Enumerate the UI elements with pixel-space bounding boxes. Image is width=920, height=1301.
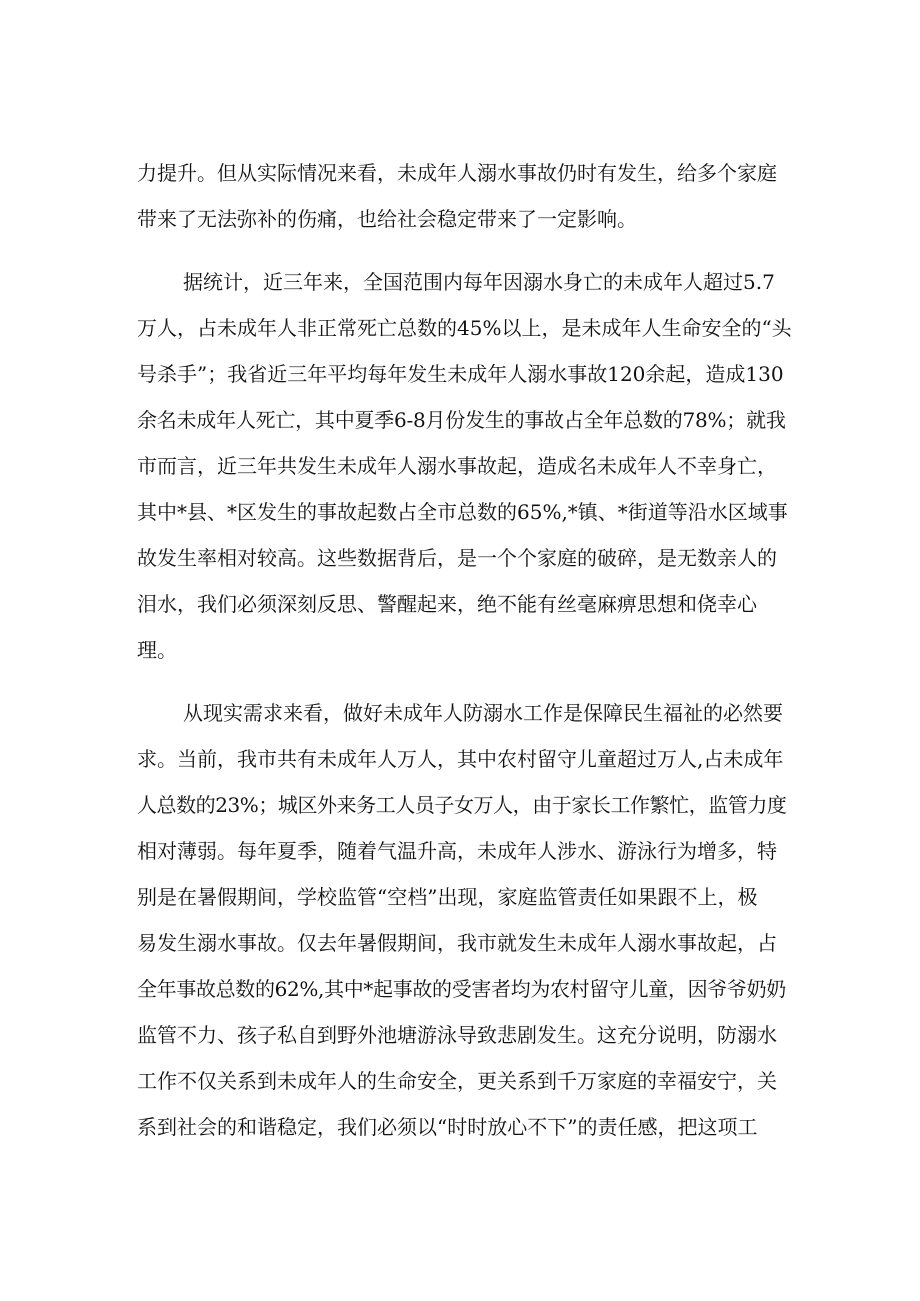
text-line: 工作不仅关系到未成年人的生命安全，更关系到千万家庭的幸福安宁，关	[137, 1069, 777, 1093]
paragraph-1	[137, 150, 793, 242]
text-line: 全年事故总数的62%,其中*起事故的受害者均为农村留守儿童，因爷爷奶奶	[137, 977, 786, 1001]
text-line: 力提升。但从实际情况来看，未成年人溺水事故仍时有发生，给多个家庭	[137, 161, 777, 185]
text-line: 万人，占未成年人非正常死亡总数的45%以上，是未成年人生命安全的“头	[137, 316, 792, 340]
text-line: 余名未成年人死亡，其中夏季6-8月份发生的事故占全年总数的78%；就我	[137, 408, 786, 432]
text-line: 别是在暑假期间，学校监管“空档”出现，家庭监管责任如果跟不上，极	[137, 885, 758, 909]
text-line: 易发生溺水事故。仅去年暑假期间，我市就发生未成年人溺水事故起，占	[137, 931, 777, 955]
paragraph-2	[137, 259, 793, 673]
text-line: 人总数的23%；城区外来务工人员子女万人，由于家长工作繁忙，监管力度	[137, 793, 787, 817]
text-line: 系到社会的和谐稳定，我们必须以“时时放心不下”的责任感，把这项工	[137, 1115, 758, 1139]
text-line: 其中*县、*区发生的事故起数占全市总数的65%,*镇、*街道等沿水区域事	[137, 500, 788, 524]
text-line: 相对薄弱。每年夏季，随着气温升高，未成年人涉水、游泳行为增多，特	[137, 839, 777, 863]
text-line: 求。当前，我市共有未成年人万人，其中农村留守儿童超过万人,占未成年	[137, 747, 784, 771]
text-line: 故发生率相对较高。这些数据背后，是一个个家庭的破碎，是无数亲人的	[137, 546, 777, 570]
text-line: 号杀手”；我省近三年平均每年发生未成年人溺水事故120余起，造成130	[137, 362, 784, 386]
text-line: 市而言，近三年共发生未成年人溺水事故起，造成名未成年人不幸身亡，	[137, 454, 777, 478]
document-body	[137, 150, 793, 1150]
text-line: 带来了无法弥补的伤痛，也给社会稳定带来了一定影响。	[137, 207, 637, 231]
text-line: 理。	[137, 638, 177, 662]
paragraph-3	[137, 690, 793, 1150]
text-line: 从现实需求来看，做好未成年人防溺水工作是保障民生福祉的必然要	[183, 701, 783, 725]
text-line: 泪水，我们必须深刻反思、警醒起来，绝不能有丝毫麻痹思想和侥幸心	[137, 592, 757, 616]
text-line: 据统计，近三年来，全国范围内每年因溺水身亡的未成年人超过5.7	[183, 270, 775, 294]
text-line: 监管不力、孩子私自到野外池塘游泳导致悲剧发生。这充分说明，防溺水	[137, 1023, 777, 1047]
